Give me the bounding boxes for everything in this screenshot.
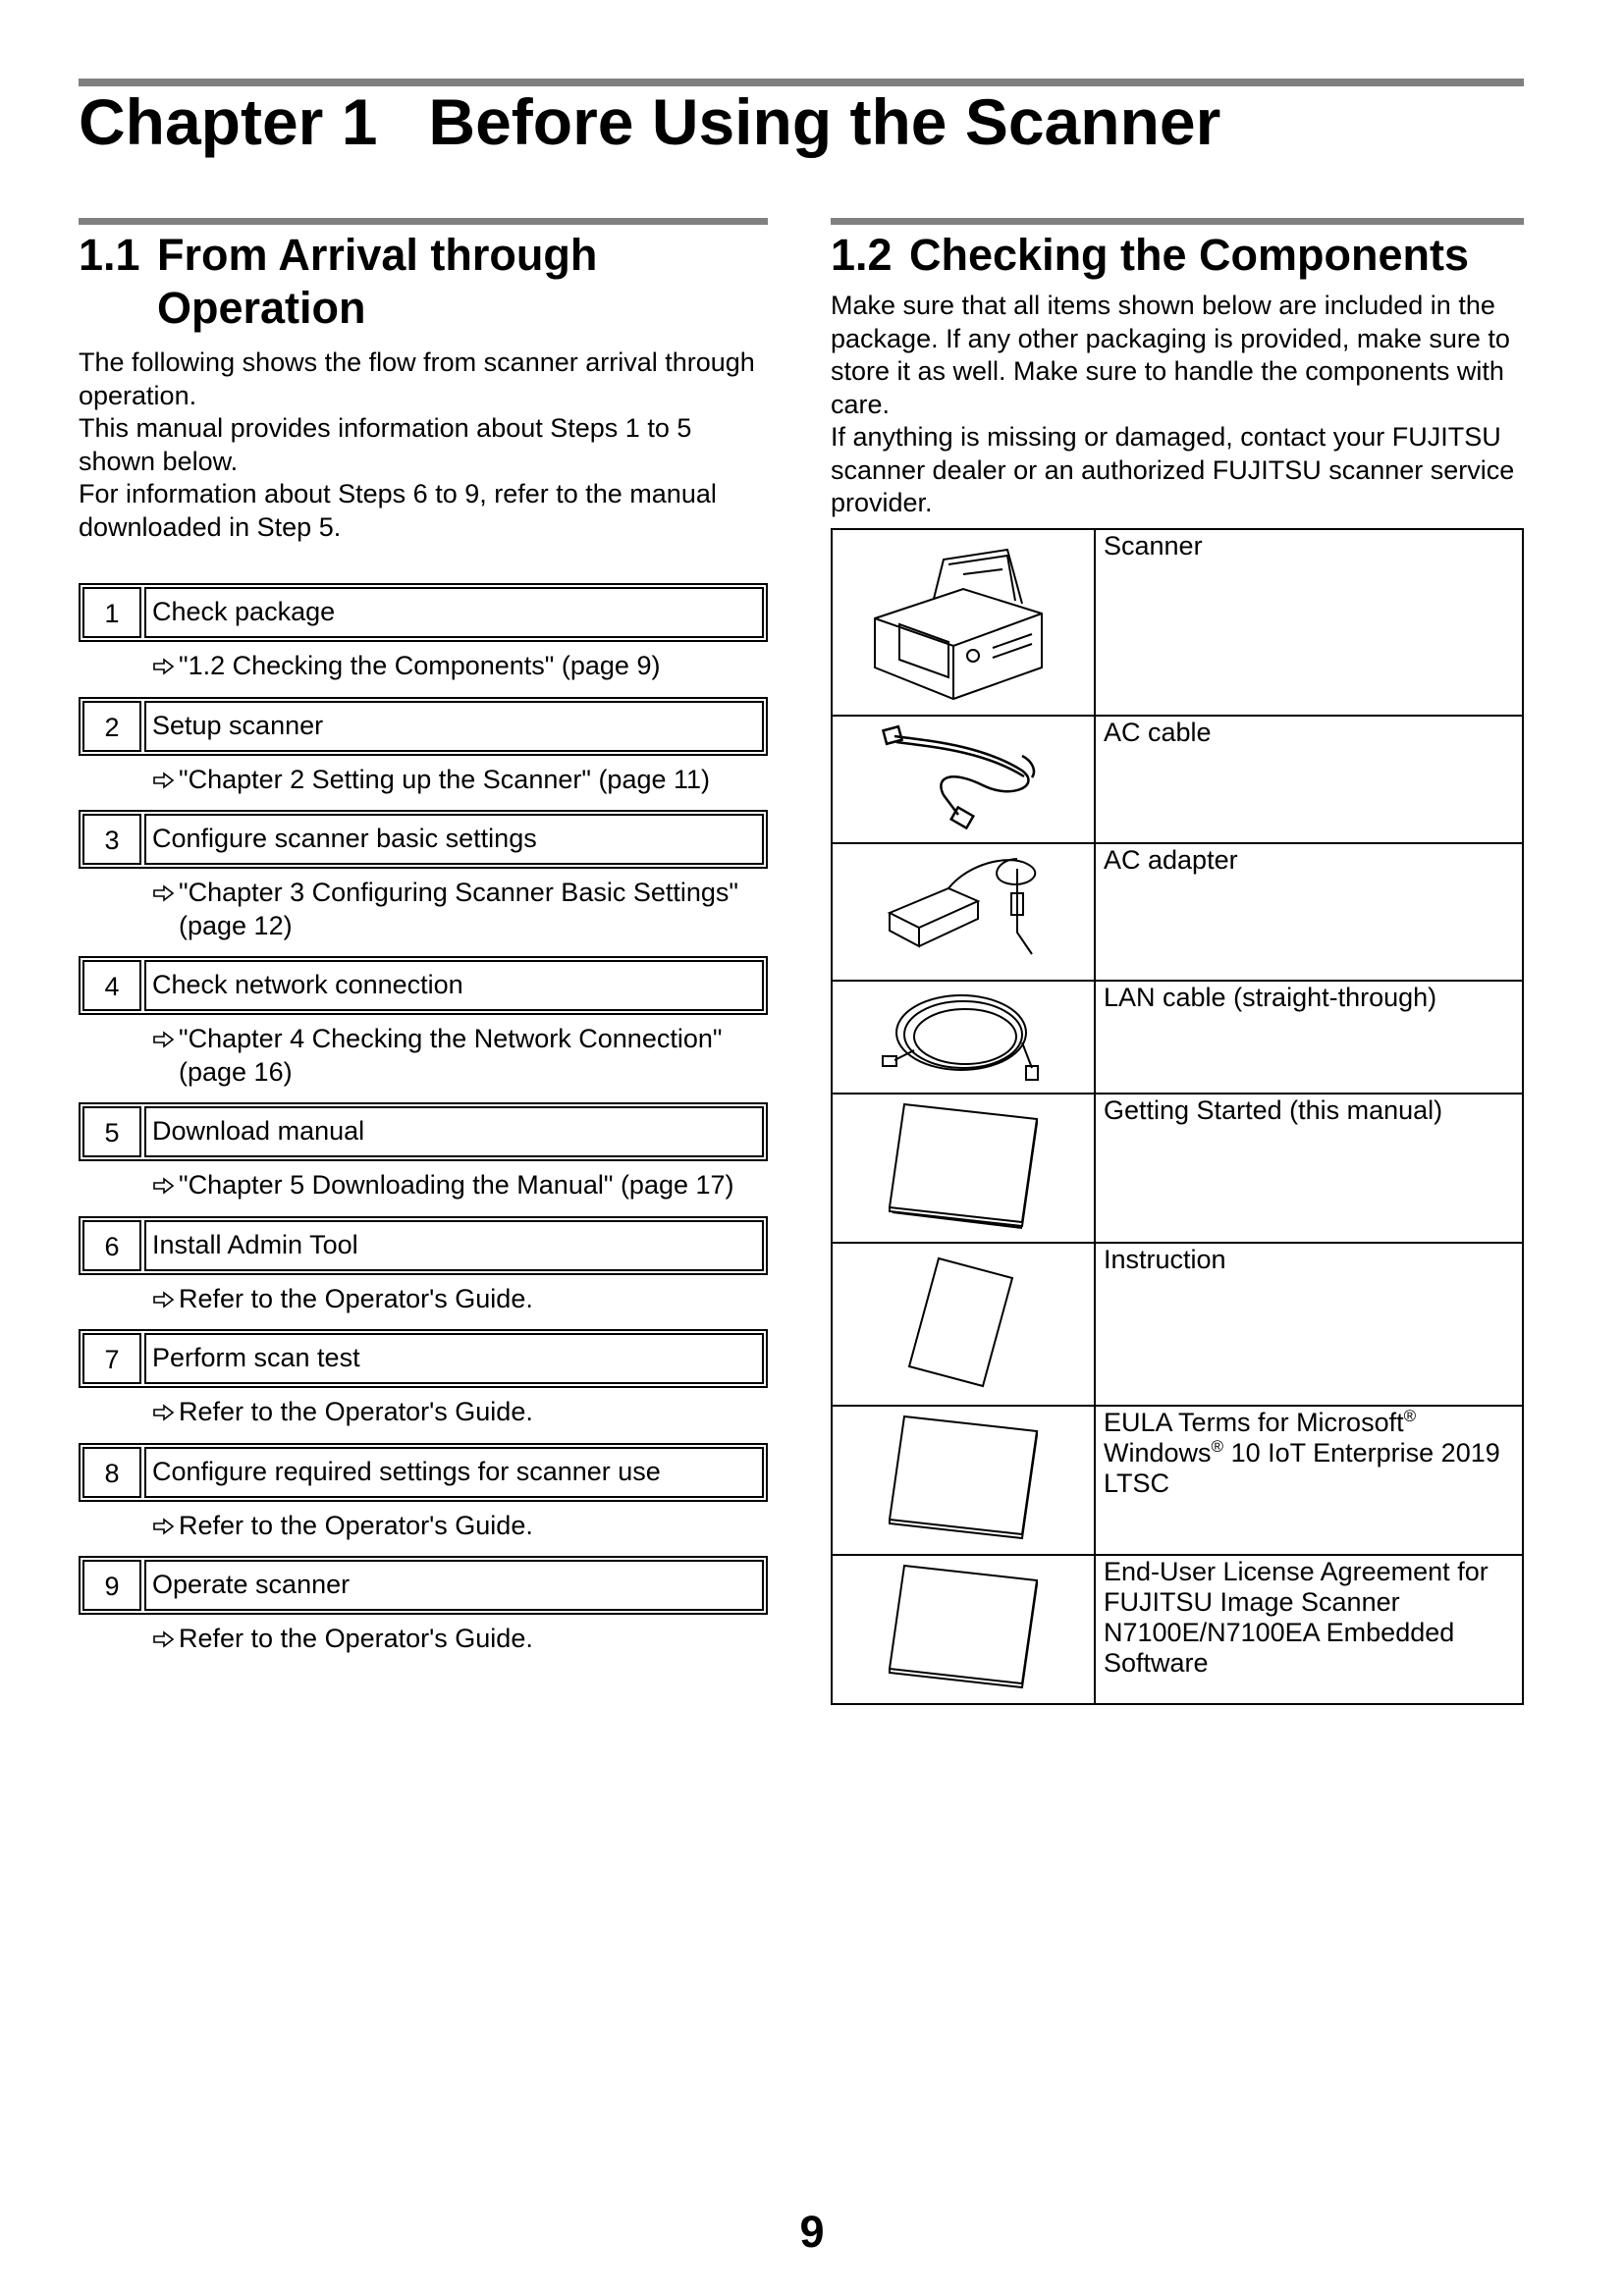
reference-arrow-icon — [153, 1630, 175, 1648]
step-reference-link[interactable]: "Chapter 4 Checking the Network Connection" (page 16) — [179, 1024, 723, 1087]
scanner-icon — [855, 530, 1071, 707]
step-reference — [153, 764, 768, 797]
registered-mark: ® — [1211, 1436, 1224, 1456]
step-reference-text: Refer to the Operator's Guide. — [179, 1510, 533, 1540]
component-row — [832, 1243, 1523, 1406]
step-reference-link[interactable]: "Chapter 5 Downloading the Manual" (page 17) — [179, 1170, 734, 1200]
reference-arrow-icon — [153, 1291, 175, 1308]
step-number: 7 — [82, 1333, 141, 1384]
step-reference-text: Refer to the Operator's Guide. — [179, 1397, 533, 1426]
step-reference — [153, 1169, 768, 1202]
step-label: Setup scanner — [144, 701, 764, 752]
step-label: Configure scanner basic settings — [144, 814, 764, 865]
component-row — [832, 981, 1523, 1094]
step-number: 4 — [82, 960, 141, 1011]
step-label: Install Admin Tool — [144, 1220, 764, 1271]
step-reference-link[interactable]: "Chapter 2 Setting up the Scanner" (page 11) — [179, 764, 711, 794]
step-box — [79, 583, 768, 642]
step-reference — [153, 650, 768, 683]
component-label: End-User License Agreement for FUJITSU Image Scanner N7100E/N7100EA Embedded Software — [1095, 1555, 1523, 1704]
section-title-text: From Arrival through Operation — [157, 230, 598, 333]
step-label: Operate scanner — [144, 1560, 764, 1611]
section-title-text: Checking the Components — [909, 230, 1470, 280]
component-row — [832, 1555, 1523, 1704]
step-reference — [153, 1023, 768, 1089]
step-number: 8 — [82, 1447, 141, 1498]
component-row — [832, 843, 1523, 981]
step-number: 6 — [82, 1220, 141, 1271]
component-label-eula: EULA Terms for Microsoft® Windows® 10 IoT Enterprise 2019 LTSC — [1095, 1406, 1523, 1555]
step-label: Check package — [144, 587, 764, 638]
step-number: 3 — [82, 814, 141, 865]
page-number: 9 — [799, 2207, 825, 2257]
instruction-sheet-icon — [875, 1244, 1052, 1397]
step-number: 5 — [82, 1106, 141, 1157]
step-label: Perform scan test — [144, 1333, 764, 1384]
section-arrival-through-operation — [79, 218, 768, 1670]
section-rule — [79, 218, 768, 225]
step-number: 2 — [82, 701, 141, 752]
component-row — [832, 716, 1523, 843]
step-reference-link[interactable]: "1.2 Checking the Components" (page 9) — [179, 651, 661, 680]
step-number: 1 — [82, 587, 141, 638]
lan-cable-icon — [875, 982, 1052, 1088]
chapter-title-text: Before Using the Scanner — [428, 85, 1221, 158]
step-reference — [153, 1283, 768, 1316]
component-label: LAN cable (straight-through) — [1095, 981, 1523, 1094]
reference-arrow-icon — [153, 1518, 175, 1535]
intro-paragraph: The following shows the flow from scanner arrival through operation. — [79, 347, 755, 410]
section-rule — [831, 218, 1524, 225]
intro-paragraph: If anything is missing or damaged, contact your FUJITSU scanner dealer or an authorized FUJITSU scanner service provider. — [831, 422, 1515, 517]
component-row — [832, 1406, 1523, 1555]
step-box — [79, 956, 768, 1015]
step-reference-text: Refer to the Operator's Guide. — [179, 1624, 533, 1653]
reference-arrow-icon — [153, 884, 175, 902]
step-box — [79, 1216, 768, 1275]
section-checking-components — [831, 218, 1524, 1705]
component-row — [832, 529, 1523, 716]
step-list — [79, 583, 768, 1656]
step-box — [79, 810, 768, 869]
reference-arrow-icon — [153, 772, 175, 789]
reference-arrow-icon — [153, 1404, 175, 1421]
step-reference — [153, 877, 768, 942]
step-box — [79, 697, 768, 756]
ac-adapter-icon — [870, 844, 1056, 972]
reference-arrow-icon — [153, 658, 175, 675]
step-reference-text: Refer to the Operator's Guide. — [179, 1283, 533, 1313]
step-box — [79, 1556, 768, 1615]
step-box — [79, 1102, 768, 1161]
reference-arrow-icon — [153, 1031, 175, 1048]
step-number: 9 — [82, 1560, 141, 1611]
intro-paragraph: Make sure that all items shown below are included in the package. If any other packaging is provided, make sure to store it as well. Make sure to handle the components with care. — [831, 291, 1510, 419]
manual-booklet-icon — [875, 1095, 1052, 1232]
section-title — [831, 229, 1524, 282]
section-intro — [831, 290, 1524, 520]
step-box — [79, 1443, 768, 1502]
ac-cable-icon — [875, 717, 1052, 834]
reference-arrow-icon — [153, 1177, 175, 1195]
license-booklet-icon — [875, 1556, 1052, 1693]
step-reference-link[interactable]: "Chapter 3 Configuring Scanner Basic Settings" (page 12) — [179, 878, 738, 940]
step-box — [79, 1329, 768, 1388]
component-label: Getting Started (this manual) — [1095, 1094, 1523, 1243]
section-number: 1.2 — [831, 230, 893, 280]
step-reference — [153, 1396, 768, 1429]
component-label: AC adapter — [1095, 843, 1523, 981]
section-intro — [79, 347, 768, 544]
step-label: Check network connection — [144, 960, 764, 1011]
chapter-number: Chapter 1 — [79, 85, 378, 158]
step-reference — [153, 1623, 768, 1656]
step-label: Configure required settings for scanner use — [144, 1447, 764, 1498]
section-number: 1.1 — [79, 230, 140, 280]
section-title — [79, 229, 768, 335]
component-label: AC cable — [1095, 716, 1523, 843]
step-label: Download manual — [144, 1106, 764, 1157]
intro-paragraph: This manual provides information about Steps 1 to 5 shown below. — [79, 413, 692, 476]
chapter-title — [79, 82, 1524, 161]
intro-paragraph: For information about Steps 6 to 9, refer to the manual downloaded in Step 5. — [79, 479, 717, 542]
eula-booklet-icon — [875, 1407, 1052, 1544]
component-row — [832, 1094, 1523, 1243]
components-table — [831, 528, 1524, 1705]
registered-mark: ® — [1403, 1406, 1417, 1425]
component-label: Instruction — [1095, 1243, 1523, 1406]
step-reference — [153, 1510, 768, 1543]
component-label: Scanner — [1095, 529, 1523, 716]
